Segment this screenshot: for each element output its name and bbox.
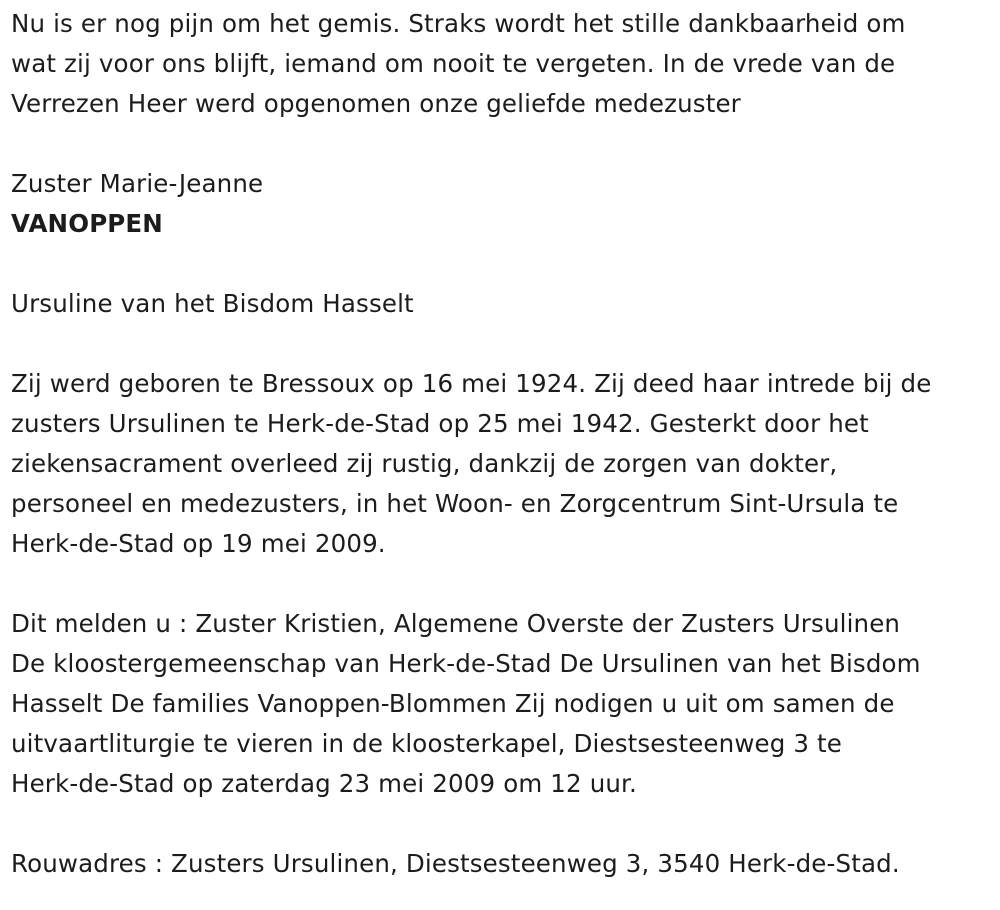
announcement-line: Hasselt De families Vanoppen-Blommen Zij nodigen u uit om samen de <box>11 689 895 718</box>
announcement-line: Herk-de-Stad op zaterdag 23 mei 2009 om 12 uur. <box>11 769 637 798</box>
mourning-address-line: Rouwadres : Zusters Ursulinen, Diestsesteenweg 3, 3540 Herk-de-Stad. <box>11 849 900 878</box>
obituary-notice <box>11 0 996 884</box>
deceased-name-block <box>11 164 996 244</box>
announcement-line: uitvaartliturgie te vieren in de kloosterkapel, Diestsesteenweg 3 te <box>11 729 843 758</box>
paragraph-spacer <box>11 244 996 284</box>
paragraph-spacer <box>11 564 996 604</box>
biography-line: Zij werd geboren te Bressoux op 16 mei 1924. Zij deed haar intrede bij de <box>11 369 932 398</box>
announcement-line: De kloostergemeenschap van Herk-de-Stad De Ursulinen van het Bisdom <box>11 649 921 678</box>
biography-line: Herk-de-Stad op 19 mei 2009. <box>11 529 386 558</box>
intro-line: wat zij voor ons blijft, iemand om nooit te vergeten. In de vrede van de <box>11 49 896 78</box>
biography-line: zusters Ursulinen te Herk-de-Stad op 25 mei 1942. Gesterkt door het <box>11 409 869 438</box>
announcement-paragraph <box>11 604 996 804</box>
biography-paragraph <box>11 364 996 564</box>
deceased-first-name: Zuster Marie-Jeanne <box>11 169 264 198</box>
biography-line: ziekensacrament overleed zij rustig, dankzij de zorgen van dokter, <box>11 449 838 478</box>
intro-line: Verrezen Heer werd opgenomen onze geliefde medezuster <box>11 89 741 118</box>
deceased-surname: VANOPPEN <box>11 209 163 238</box>
mourning-address-paragraph <box>11 844 996 884</box>
intro-paragraph <box>11 0 996 124</box>
paragraph-spacer <box>11 804 996 844</box>
paragraph-spacer <box>11 124 996 164</box>
paragraph-spacer <box>11 324 996 364</box>
congregation-line: Ursuline van het Bisdom Hasselt <box>11 289 414 318</box>
congregation-paragraph <box>11 284 996 324</box>
intro-line: Nu is er nog pijn om het gemis. Straks wordt het stille dankbaarheid om <box>11 9 906 38</box>
biography-line: personeel en medezusters, in het Woon- en Zorgcentrum Sint-Ursula te <box>11 489 899 518</box>
announcement-line: Dit melden u : Zuster Kristien, Algemene Overste der Zusters Ursulinen <box>11 609 901 638</box>
